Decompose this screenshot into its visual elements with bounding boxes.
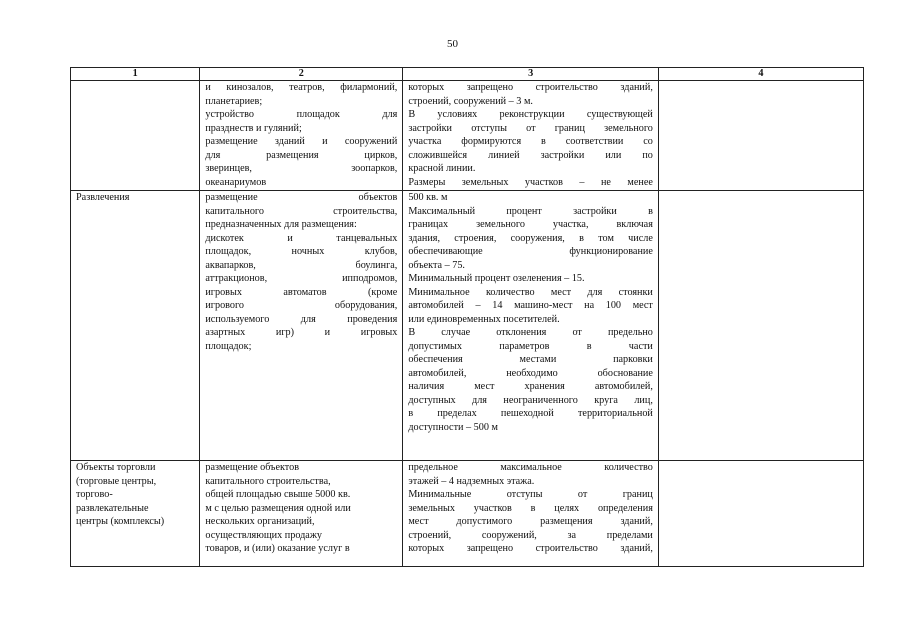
cell-text-line: устройство площадок для [205, 109, 398, 120]
cell-text-line: (торговые центры, [76, 475, 157, 487]
cell-text-line: застройки отступы от границ земельного [408, 122, 653, 134]
cell-text-line: Минимальный процент озеленения – 15. [408, 273, 585, 284]
cell-text-line: площадок; [205, 340, 252, 352]
column-header: 1 [71, 68, 200, 81]
table-row [71, 81, 864, 191]
cell-text-line: наличия мест хранения автомобилей, [408, 381, 653, 392]
cell-text-line: мест допустимого размещения зданий, [408, 516, 653, 527]
cell-text-line: в пределах пешеходной территориальной [408, 408, 653, 419]
table-cell-1 [71, 191, 200, 461]
cell-text-line: общей площадью свыше 5000 кв. [205, 489, 351, 500]
table-cell-3 [403, 461, 659, 567]
table-cell-2 [200, 461, 403, 567]
cell-text-line: предельное максимальное количество [408, 462, 653, 473]
cell-text-line: В условиях реконструкции существующей [408, 109, 653, 120]
table-row [71, 461, 864, 567]
cell-text-line: игрового оборудования, [205, 300, 398, 311]
cell-text-line: торгово- [76, 489, 113, 500]
cell-text-line: размещение объектов [205, 192, 398, 203]
cell-text-line: капитального строительства, [205, 205, 398, 217]
cell-text-line: 500 кв. м [408, 192, 448, 203]
cell-text-line: размещение объектов [205, 462, 300, 473]
cell-text-line: этажей – 4 надземных этажа. [408, 475, 535, 487]
cell-text-line: которых запрещено строительство зданий, [408, 543, 653, 554]
cell-text-line: автомобилей, необходимо обоснование [408, 367, 653, 379]
cell-text-line: нескольких организаций, [205, 516, 315, 527]
column-header: 4 [658, 68, 863, 81]
cell-text-line: аквапарков, боулинга, [205, 259, 398, 271]
cell-text-line: дискотек и танцевальных [205, 232, 398, 244]
cell-text-line: Максимальный процент застройки в [408, 205, 653, 217]
cell-text-line: празднеств и гуляний; [205, 122, 302, 134]
cell-text-line: объекта – 75. [408, 259, 465, 271]
cell-text-line: и кинозалов, театров, филармоний, [205, 82, 398, 93]
column-header: 3 [403, 68, 659, 81]
cell-text-line: земельных участков в целях определения [408, 502, 653, 514]
cell-text-line: площадок, ночных клубов, [205, 246, 398, 257]
cell-text-line: азартных игр) и игровых [205, 327, 398, 338]
table-cell-1 [71, 81, 200, 191]
cell-text-line: осуществляющих продажу [205, 529, 322, 541]
cell-text-line: Объекты торговли [76, 462, 156, 473]
cell-text-line: Минимальное количество мест для стоянки [408, 286, 653, 298]
table-cell-2 [200, 81, 403, 191]
cell-text-line: сложившейся линией застройки или по [408, 149, 653, 161]
cell-text-line: здания, строения, сооружения, в том числе [408, 232, 653, 244]
cell-text-line: строений, сооружений – 3 м. [408, 95, 533, 107]
zoning-table [70, 67, 864, 567]
cell-text-line: м с целью размещения одной или [205, 502, 351, 514]
cell-text-line: зверинцев, зоопарков, [205, 163, 398, 174]
table-cell-2 [200, 191, 403, 461]
cell-text-line: доступности – 500 м [408, 421, 498, 433]
cell-text-line: развлекательные [76, 502, 149, 514]
table-cell-4 [658, 81, 863, 191]
cell-text-line: Развлечения [76, 192, 130, 203]
cell-text-line: которых запрещено строительство зданий, [408, 82, 653, 93]
cell-text-line: капитального строительства, [205, 475, 331, 487]
cell-text-line: аттракционов, ипподромов, [205, 273, 398, 284]
header-row [71, 68, 864, 81]
column-header: 2 [200, 68, 403, 81]
cell-text-line: размещение зданий и сооружений [205, 136, 398, 147]
cell-text-line: автомобилей – 14 машино-мест на 100 мест [408, 300, 653, 311]
table-cell-3 [403, 81, 659, 191]
table-cell-1 [71, 461, 200, 567]
table-row [71, 191, 864, 461]
cell-text-line: используемого для проведения [205, 313, 398, 325]
cell-text-line: В случае отклонения от предельно [408, 327, 653, 338]
table-cell-4 [658, 191, 863, 461]
cell-text-line: строений, сооружений, за пределами [408, 529, 653, 541]
table-cell-3 [403, 191, 659, 461]
cell-text-line: обеспечения местами парковки [408, 354, 653, 365]
cell-text-line: товаров, и (или) оказание услуг в [205, 543, 350, 554]
cell-text-line: Размеры земельных участков – не менее [408, 176, 653, 188]
cell-text-line: игровых автоматов (кроме [205, 286, 398, 298]
cell-text-line: доступных для неограниченного круга лиц, [408, 394, 653, 406]
cell-text-line: границах земельного участка, включая [408, 219, 653, 230]
table-cell-4 [658, 461, 863, 567]
cell-text-line: океанариумов [205, 176, 267, 188]
cell-text-line: обеспечивающие функционирование [408, 246, 653, 257]
cell-text-line: центры (комплексы) [76, 516, 165, 527]
cell-text-line: допустимых параметров в части [408, 340, 653, 352]
cell-text-line: Минимальные отступы от границ [408, 489, 653, 500]
cell-text-line: или единовременных посетителей. [408, 313, 560, 325]
cell-text-line: планетариев; [205, 95, 263, 107]
cell-text-line: красной линии. [408, 163, 476, 174]
cell-text-line: предназначенных для размещения: [205, 219, 357, 230]
cell-text-line: для размещения цирков, [205, 149, 398, 161]
page-number: 50 [447, 38, 458, 50]
cell-text-line: участка формируются в соответствии со [408, 136, 653, 147]
